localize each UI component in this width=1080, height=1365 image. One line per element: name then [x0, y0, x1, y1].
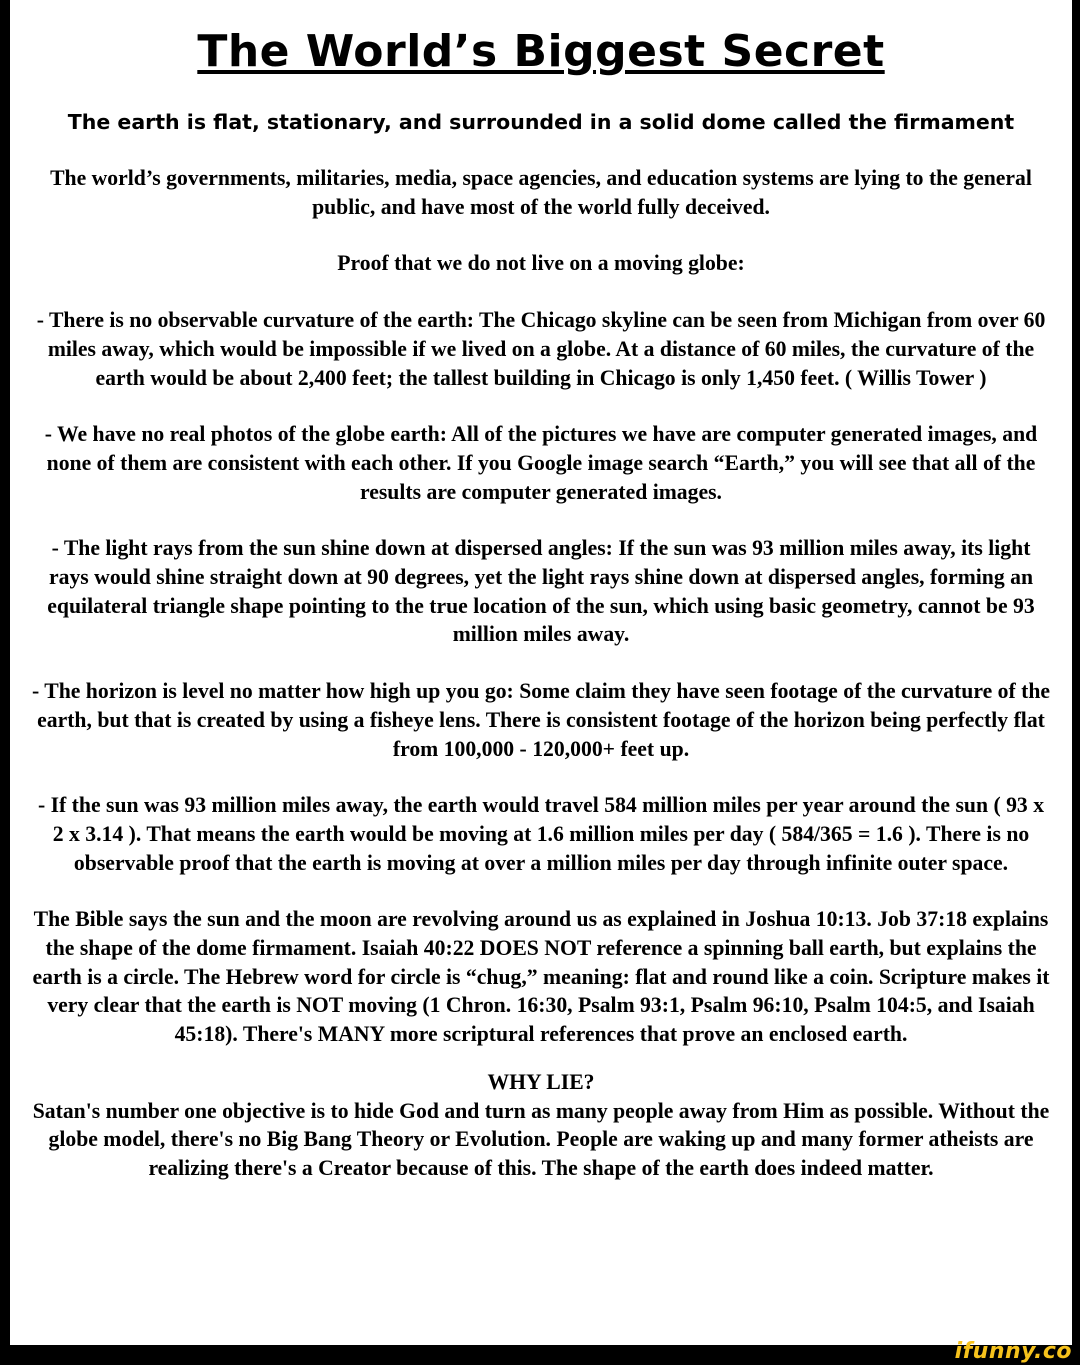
point-curvature: - There is no observable curvature of the earth: The Chicago skyline can be seen from Michigan from over 60 miles away, which would be impossible if we lived on a globe. At a distance of 60 miles, the curvature of the earth would be about 2,400 feet; the tallest building in Chicago is only 1,450 feet. ( Willis Tower )	[36, 308, 1046, 390]
point-horizon: - The horizon is level no matter how high up you go: Some claim they have seen footage of the curvature of the earth, but that is created by using a fisheye lens. There is consistent footage of the horizon being perfectly flat from 100,000 - 120,000+ feet up.	[31, 679, 1051, 761]
document-title: The World’s Biggest Secret	[197, 26, 885, 77]
why-paragraph: Satan's number one objective is to hide God and turn as many people away from Him as possible. Without the globe model, there's no Big Bang Theory or Evolution. People are waking up and many former atheists are realizing there's a Creator because of this. The shape of the earth does indeed matter.	[32, 1098, 1050, 1180]
ifunny-watermark-logo: ifunny.co	[954, 1339, 1072, 1364]
document-sheet	[10, 0, 1072, 1345]
bible-paragraph: The Bible says the sun and the moon are revolving around us as explained in Joshua 10:13. Job 37:18 explains the shape of the dome firmament. Isaiah 40:22 DOES NOT reference a spinning ball earth, but explains the earth is a circle. The Hebrew word for circle is “chug,” meaning: flat and round like a coin. Scripture makes it very clear that the earth is NOT moving (1 Chron. 16:30, Psalm 93:1, Psalm 96:10, Psalm 104:5, and Isaiah 45:18). There's MANY more scriptural references that prove an enclosed earth.	[32, 907, 1050, 1047]
point-light-rays: - The light rays from the sun shine down at dispersed angles: If the sun was 93 million miles away, its light rays would shine straight down at 90 degrees, yet the light rays shine down at dispersed angles, forming an equilateral triangle shape pointing to the true location of the sun, which using basic geometry, cannot be 93 million miles away.	[47, 536, 1035, 647]
point-sun-distance: - If the sun was 93 million miles away, the earth would travel 584 million miles per year around the sun ( 93 x 2 x 3.14 ). That means the earth would be moving at 1.6 million miles per day ( 584/365 = 1.6 ). There is no observable proof that the earth is moving at over a million miles per day through infinite outer space.	[37, 793, 1045, 875]
point-photos: - We have no real photos of the globe earth: All of the pictures we have are computer generated images, and none of them are consistent with each other. If you Google image search “Earth,” you will see that all of the results are computer generated images.	[44, 422, 1038, 504]
proof-heading: Proof that we do not live on a moving globe:	[337, 251, 745, 276]
document-subtitle: The earth is flat, stationary, and surrounded in a solid dome called the firmament	[67, 110, 1015, 134]
intro-paragraph: The world’s governments, militaries, media, space agencies, and education systems are lying to the general public, and have most of the world fully deceived.	[50, 166, 1032, 219]
why-heading: WHY LIE?	[487, 1069, 595, 1094]
